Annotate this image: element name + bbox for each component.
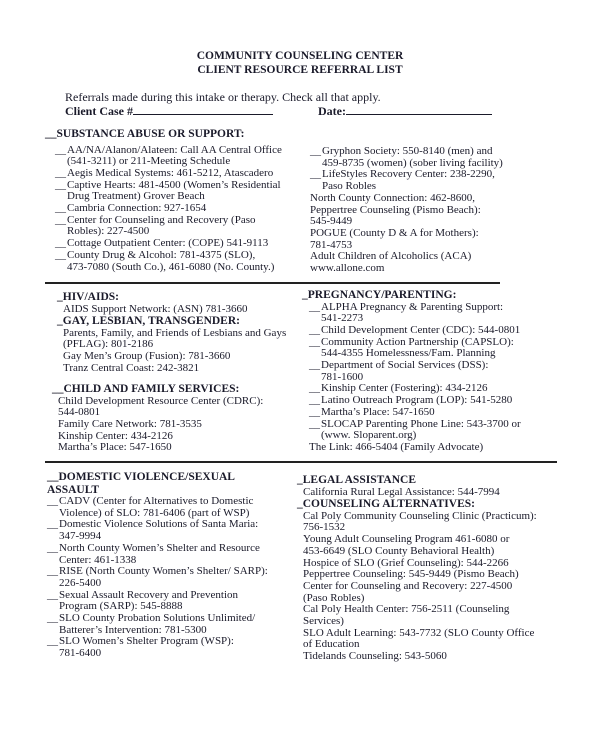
referral-text: Cottage Outpatient Center: (COPE) 541-9113	[67, 237, 269, 250]
referral-text: 347-9994	[59, 530, 102, 543]
referral-text: SLO Women’s Shelter Program (WSP):	[59, 635, 234, 648]
referral-text: Adult Children of Alcoholics (ACA)	[310, 250, 472, 263]
section-domestic-violence	[47, 471, 268, 660]
section-header[interactable]: __CHILD AND FAMILY SERVICES:	[52, 383, 240, 395]
referral-text: Services)	[303, 615, 344, 628]
referral-text: AIDS Support Network: (ASN) 781-3660	[63, 302, 248, 315]
referral-item[interactable]	[309, 419, 521, 442]
date-field[interactable]	[318, 103, 492, 119]
referral-item	[63, 363, 286, 375]
referral-text: Aegis Medical Systems: 461-5212, Atascadero	[67, 166, 274, 179]
referral-text: RISE (North County Women’s Shelter/ SARP):	[59, 565, 268, 578]
checkbox-blank[interactable]: __	[47, 588, 58, 601]
referral-text: Family Care Network: 781-3535	[58, 417, 202, 430]
checkbox-blank[interactable]: __	[309, 394, 320, 407]
referral-text: 756-1532	[303, 521, 346, 534]
referral-text: CADV (Center for Alternatives to Domestic	[59, 495, 254, 507]
divider	[45, 282, 500, 284]
referral-text: Martha’s Place: 547-1650	[58, 441, 172, 454]
referral-item[interactable]	[309, 302, 521, 325]
checkbox-blank[interactable]: __	[309, 405, 320, 418]
referral-text: Cal Poly Community Counseling Clinic (Practicum):	[303, 509, 537, 522]
referral-text: The Link: 466-5404 (Family Advocate)	[309, 440, 484, 453]
referral-text: County Drug & Alcohol: 781-4375 (SLO),	[67, 248, 256, 261]
referral-text: Program (SARP): 545-8888	[59, 600, 183, 613]
referral-text: Child Development Center (CDC): 544-0801	[321, 323, 521, 336]
referral-item[interactable]	[47, 613, 268, 636]
referral-text: POGUE (County D & A for Mothers):	[310, 226, 479, 239]
section-header-continued: ASSAULT	[47, 483, 99, 496]
referral-text: Community Action Partnership (CAPSLO):	[321, 335, 514, 348]
referral-text: Martha’s Place: 547-1650	[321, 405, 435, 418]
checkbox-blank[interactable]: __	[55, 178, 66, 191]
section-hiv-lgbt	[57, 291, 286, 375]
referral-text: SLO County Probation Solutions Unlimited/	[59, 612, 256, 625]
referral-text: 459-8735 (women) (sober living facility)	[322, 156, 503, 169]
checkbox-blank[interactable]: __	[309, 335, 320, 348]
section-header[interactable]: _GAY, LESBIAN, TRANSGENDER:	[57, 315, 240, 328]
referral-text: Parents, Family, and Friends of Lesbians and Gays	[63, 326, 287, 339]
referral-text: 544-4355 Homelessness/Fam. Planning	[321, 347, 496, 360]
referral-text: Robles): 227-4500	[67, 225, 150, 238]
checkbox-blank[interactable]: __	[47, 518, 58, 531]
referral-item	[303, 581, 537, 604]
referral-text: (Paso Robles)	[303, 591, 365, 604]
checkbox-blank[interactable]: __	[55, 166, 66, 179]
referral-item	[310, 205, 503, 228]
referral-item	[58, 442, 263, 454]
referral-text: Peppertree Counseling: 545-9449 (Pismo Beach)	[303, 568, 519, 581]
referral-text: Tidelands Counseling: 543-5060	[303, 650, 447, 663]
referral-item[interactable]	[47, 519, 268, 542]
referral-text: Peppertree Counseling (Pismo Beach):	[310, 203, 481, 216]
referral-text: North County Connection: 462-8600,	[310, 191, 475, 204]
date-blank[interactable]	[346, 103, 492, 115]
referral-text: 544-0801	[58, 406, 101, 419]
referral-item[interactable]	[309, 360, 521, 383]
referral-text: ALPHA Pregnancy & Parenting Support:	[321, 300, 504, 313]
referral-item	[63, 304, 286, 316]
referral-text: Batterer’s Intervention: 781-5300	[59, 623, 207, 636]
referral-item[interactable]	[309, 337, 521, 360]
referral-text: (PFLAG): 801-2186	[63, 338, 154, 351]
referral-text: Cambria Connection: 927-1654	[67, 202, 207, 215]
referral-item	[303, 604, 537, 627]
section-header[interactable]: _LEGAL ASSISTANCE	[297, 474, 416, 486]
referral-item[interactable]	[55, 180, 282, 203]
referral-text: Violence) of SLO: 781-6406 (part of WSP)	[59, 506, 250, 519]
referral-text: Hospice of SLO (Grief Counseling): 544-2266	[303, 556, 509, 569]
referral-text: 781-6400	[59, 647, 102, 660]
checkbox-blank[interactable]: __	[310, 168, 321, 181]
referral-item	[309, 442, 521, 454]
referral-text: Center for Counseling and Recovery: 227-4500	[303, 579, 513, 592]
section-child-family	[52, 383, 263, 454]
referral-text: Paso Robles	[322, 180, 377, 193]
checkbox-blank[interactable]: __	[47, 612, 58, 625]
checkbox-blank[interactable]: __	[55, 237, 66, 250]
referral-item	[310, 228, 503, 251]
divider	[45, 461, 557, 463]
referral-text: Center for Counseling and Recovery (Paso	[67, 213, 256, 226]
referral-text: Sexual Assault Recovery and Prevention	[59, 588, 239, 601]
checkbox-blank[interactable]: __	[55, 143, 66, 156]
checkbox-blank[interactable]: __	[309, 323, 320, 336]
referral-item[interactable]	[47, 543, 268, 566]
checkbox-blank[interactable]: __	[310, 145, 321, 157]
referral-text: 453-6649 (SLO County Behavioral Health)	[303, 544, 495, 557]
section-legal-counseling	[297, 474, 537, 663]
referral-item[interactable]	[47, 636, 268, 659]
referral-text: 545-9449	[310, 215, 353, 228]
referral-text: Department of Social Services (DSS):	[321, 359, 489, 372]
referral-text: Drug Treatment) Grover Beach	[67, 190, 205, 203]
referral-item[interactable]	[55, 145, 282, 168]
referral-text: Kinship Center: 434-2126	[58, 429, 173, 442]
referral-text: 473-7080 (South Co.), 461-6080 (No. County.)	[67, 260, 275, 273]
referral-text: Captive Hearts: 481-4500 (Women’s Residential	[67, 178, 281, 191]
checkbox-blank[interactable]: __	[47, 635, 58, 648]
referral-text: 781-1600	[321, 370, 364, 383]
checkbox-blank[interactable]: __	[55, 202, 66, 215]
checkbox-blank[interactable]: __	[55, 248, 66, 261]
checkbox-blank[interactable]: __	[309, 417, 320, 430]
referral-text: Tranz Central Coast: 242-3821	[63, 361, 200, 374]
client-case-field[interactable]	[65, 103, 273, 119]
document-subtitle: CLIENT RESOURCE REFERRAL LIST	[197, 64, 403, 76]
referral-text: Gryphon Society: 550-8140 (men) and	[322, 145, 493, 157]
referral-text: Child Development Resource Center (CDRC):	[58, 394, 264, 407]
referral-item	[303, 534, 537, 557]
referral-text: North County Women’s Shelter and Resource	[59, 541, 260, 554]
referral-text: (www. Sloparent.org)	[321, 429, 417, 442]
referral-text: Young Adult Counseling Program 461-6080 or	[303, 533, 510, 546]
referral-text: Latino Outreach Program (LOP): 541-5280	[321, 394, 513, 407]
referral-item	[58, 396, 263, 419]
referral-item[interactable]	[55, 250, 282, 273]
checkbox-blank[interactable]: __	[47, 495, 58, 507]
referral-item	[63, 328, 286, 351]
section-header[interactable]: __SUBSTANCE ABUSE OR SUPPORT:	[45, 128, 245, 140]
client-case-blank[interactable]	[133, 103, 273, 115]
checkbox-blank[interactable]: __	[47, 565, 58, 578]
referral-text: 781-4753	[310, 238, 353, 251]
referral-item	[303, 651, 537, 663]
document-title: COMMUNITY COUNSELING CENTER	[196, 50, 404, 62]
section-pregnancy-parenting	[302, 289, 521, 454]
referral-item[interactable]	[47, 566, 268, 589]
referral-item[interactable]	[47, 590, 268, 613]
section-header[interactable]: _PREGNANCY/PARENTING:	[302, 289, 457, 301]
referral-text: Kinship Center (Fostering): 434-2126	[321, 382, 488, 395]
client-case-label: Client Case #	[65, 104, 133, 118]
section-substance-abuse	[45, 128, 282, 273]
referral-item	[303, 487, 537, 499]
referral-item[interactable]	[310, 169, 503, 192]
referral-item[interactable]	[310, 146, 503, 169]
section-header[interactable]: _COUNSELING ALTERNATIVES:	[297, 498, 475, 511]
checkbox-blank[interactable]: __	[309, 382, 320, 395]
referral-text: SLOCAP Parenting Phone Line: 543-3700 or	[321, 417, 521, 430]
referral-text: Gay Men’s Group (Fusion): 781-3660	[63, 350, 231, 363]
referral-item	[310, 251, 503, 274]
referral-item[interactable]	[55, 215, 282, 238]
referral-text: (541-3211) or 211-Meeting Schedule	[67, 155, 231, 168]
referral-text: AA/NA/Alanon/Alateen: Call AA Central Office	[67, 143, 282, 156]
referral-text: LifeStyles Recovery Center: 238-2290,	[322, 168, 495, 181]
section-header[interactable]: _HIV/AIDS:	[57, 291, 119, 303]
referral-text: 541-2273	[321, 312, 364, 325]
referral-item[interactable]	[47, 496, 268, 519]
checkbox-blank[interactable]: __	[55, 213, 66, 226]
referral-text: 226-5400	[59, 576, 102, 589]
checkbox-blank[interactable]: __	[309, 359, 320, 372]
checkbox-blank[interactable]: __	[309, 300, 320, 313]
section-substance-abuse-continued	[310, 146, 503, 275]
referral-item	[303, 511, 537, 534]
referral-text: California Rural Legal Assistance: 544-7994	[303, 485, 500, 498]
referral-text: www.allone.com	[310, 262, 385, 275]
checkbox-blank[interactable]: __	[47, 541, 58, 554]
referral-text: Domestic Violence Solutions of Santa Maria:	[59, 518, 259, 531]
referral-item	[303, 628, 537, 651]
instructions: Referrals made during this intake or therapy. Check all that apply.	[65, 90, 381, 104]
section-header[interactable]: __DOMESTIC VIOLENCE/SEXUAL	[47, 471, 235, 483]
referral-text: Center: 461-1338	[59, 553, 137, 566]
date-label: Date:	[318, 104, 346, 118]
referral-text: SLO Adult Learning: 543-7732 (SLO County Office	[303, 626, 535, 639]
referral-text: of Education	[303, 638, 360, 651]
referral-text: Cal Poly Health Center: 756-2511 (Counseling	[303, 603, 510, 616]
